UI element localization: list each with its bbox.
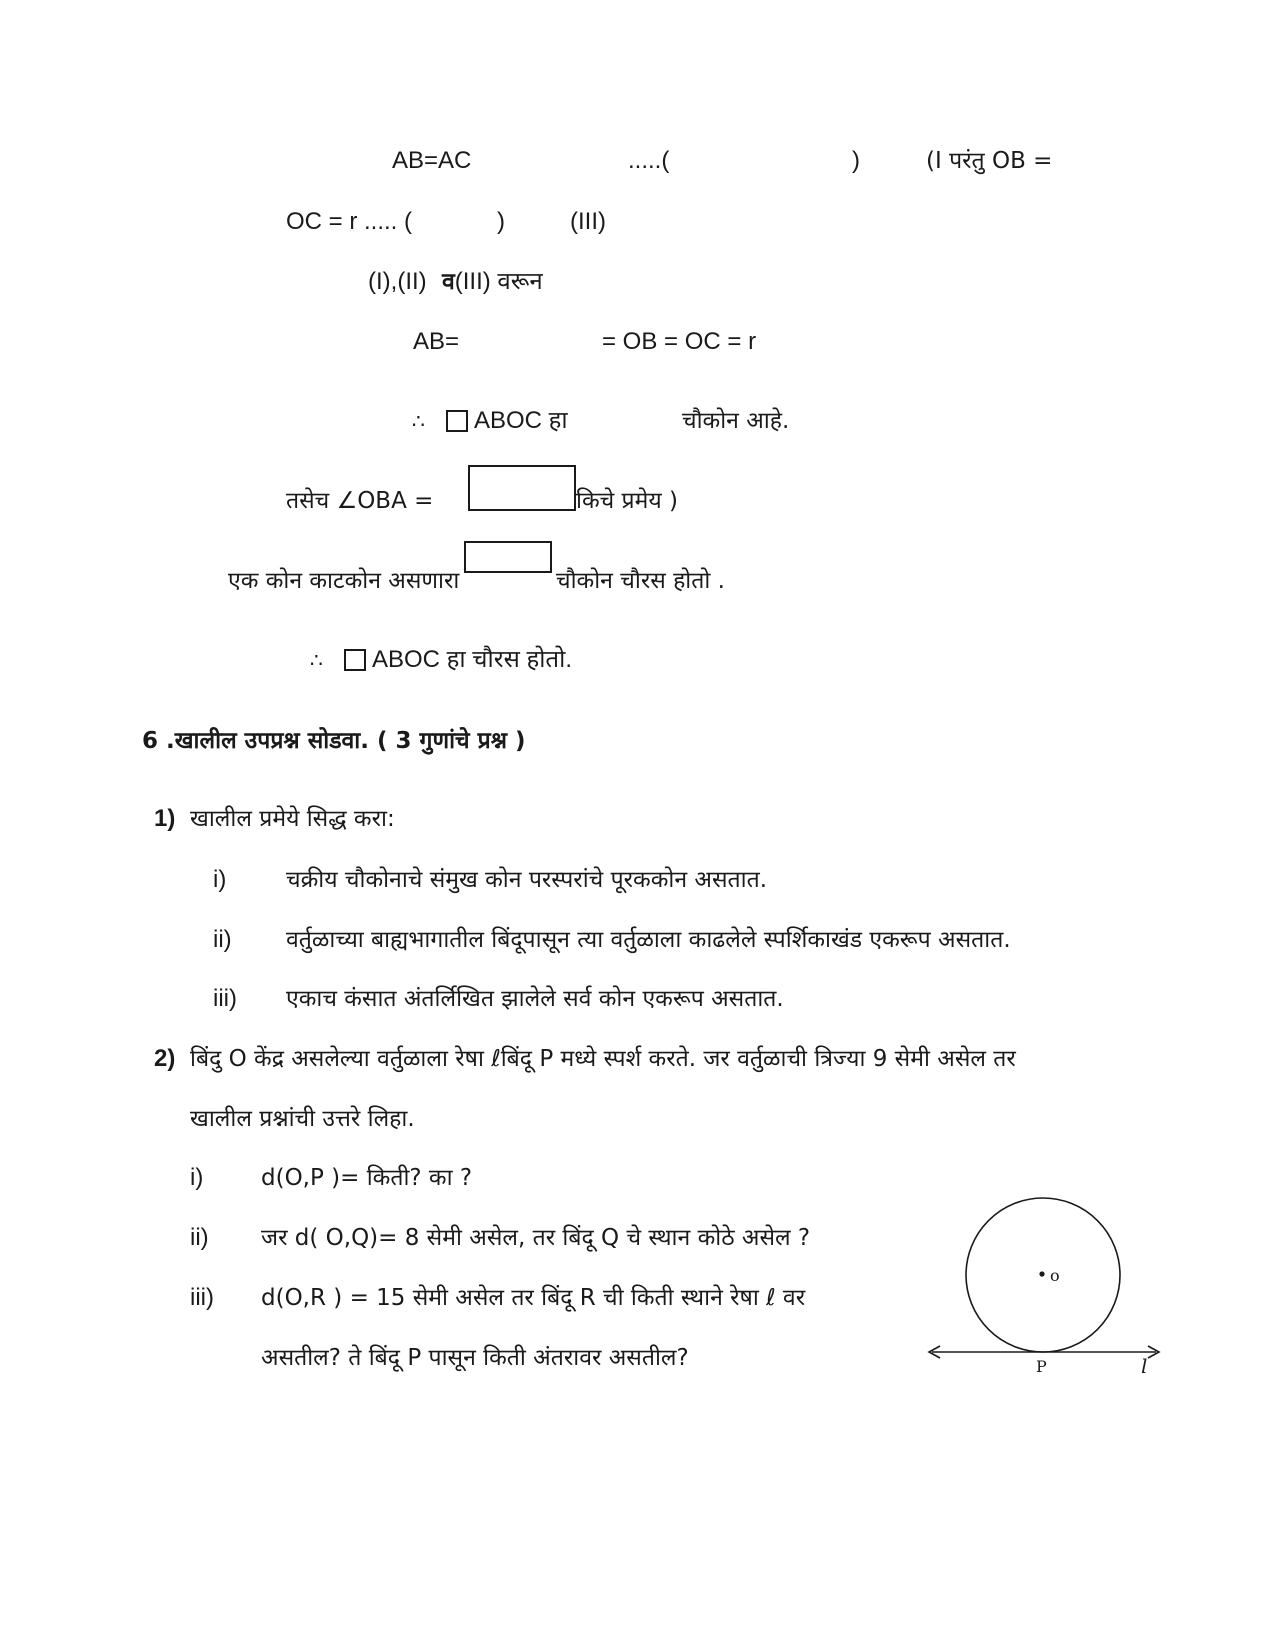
q1-label-i: i)	[213, 866, 227, 893]
q2-line2: खालील प्रश्नांची उत्तरे लिहा.	[190, 1106, 415, 1132]
section-heading: 6 .खालील उपप्रश्न सोडवा. ( 3 गुणांचे प्रश्न )	[142, 728, 526, 754]
therefore-symbol: ∴	[412, 409, 425, 433]
proof-square-rule: चौकोन चौरस होतो .	[556, 568, 725, 594]
line-l-label: l	[1141, 1354, 1148, 1378]
q2-label-ii: ii)	[190, 1224, 209, 1251]
q1-text: खालील प्रमेये सिद्ध करा:	[190, 806, 395, 832]
proof-i-ii: (I),(II)	[368, 268, 427, 295]
proof-and: व	[441, 269, 455, 295]
center-point	[1039, 1271, 1044, 1276]
proof-one-right-angle: एक कोन काटकोन असणारा	[228, 568, 460, 594]
q1-item-ii: वर्तुळाच्या बाह्यभागातील बिंदूपासून त्या वर्तुळाला काढलेले स्पर्शिकाखंड एकरूप असतात.	[286, 927, 1011, 953]
q2-label-i: i)	[190, 1164, 204, 1191]
proof-eq-chain: = OB = OC = r	[602, 328, 757, 355]
proof-theorem-ref: किचे प्रमेय )	[576, 488, 679, 514]
q2-label-iii: iii)	[190, 1284, 214, 1311]
q1-item-iii: एकाच कंसात अंतर्लिखित झालेले सर्व कोन एकरूप असतात.	[286, 986, 784, 1012]
proof-blank-open: .....(	[628, 147, 670, 174]
proof-angle-obA: तसेच ∠OBA =	[286, 488, 434, 514]
q1-item-i: चक्रीय चौकोनाचे संमुख कोन परस्परांचे पूरककोन असतात.	[286, 867, 768, 893]
proof-iii-from: (III) वरून	[454, 268, 543, 295]
proof-but-ob: (I परंतु OB =	[926, 148, 1053, 174]
proof-aboc-is: ABOC हा	[474, 407, 568, 434]
proof-aboc-square: ABOC हा चौरस होतो.	[372, 646, 572, 673]
q2-item-i: d(O,P )= किती? का ?	[261, 1165, 473, 1191]
proof-ab-ac: AB=AC	[392, 147, 472, 174]
q2-number: 2)	[154, 1045, 176, 1072]
therefore-symbol-2: ∴	[310, 648, 323, 672]
q2-item-iii: d(O,R ) = 15 सेमी असेल तर बिंदू R ची किती स्थाने रेषा ℓ वर	[261, 1285, 806, 1311]
point-p-label: P	[1036, 1357, 1047, 1376]
q2-item-ii: जर d( O,Q)= 8 सेमी असेल, तर बिंदू Q चे स्थान कोठे असेल ?	[261, 1225, 811, 1251]
q1-number: 1)	[154, 805, 176, 832]
proof-quad-is: चौकोन आहे.	[682, 408, 790, 434]
proof-oc-close: )	[497, 208, 505, 235]
q1-label-ii: ii)	[213, 926, 232, 953]
proof-oc-r: OC = r ..... (	[286, 208, 413, 235]
center-label: o	[1050, 1266, 1060, 1285]
proof-blank-close: )	[852, 147, 860, 174]
proof-ab-eq: AB=	[413, 328, 460, 355]
q1-label-iii: iii)	[213, 985, 237, 1012]
q2-item-iii-cont: असतील? ते बिंदू P पासून किती अंतरावर असतील?	[261, 1345, 689, 1371]
proof-label-iii: (III)	[570, 208, 606, 235]
q2-line1: बिंदु O केंद्र असलेल्या वर्तुळाला रेषा ℓबिंदू P मध्ये स्पर्श करते. जर वर्तुळाची त्रिज्या 9 सेमी असेल तर	[190, 1046, 1016, 1072]
